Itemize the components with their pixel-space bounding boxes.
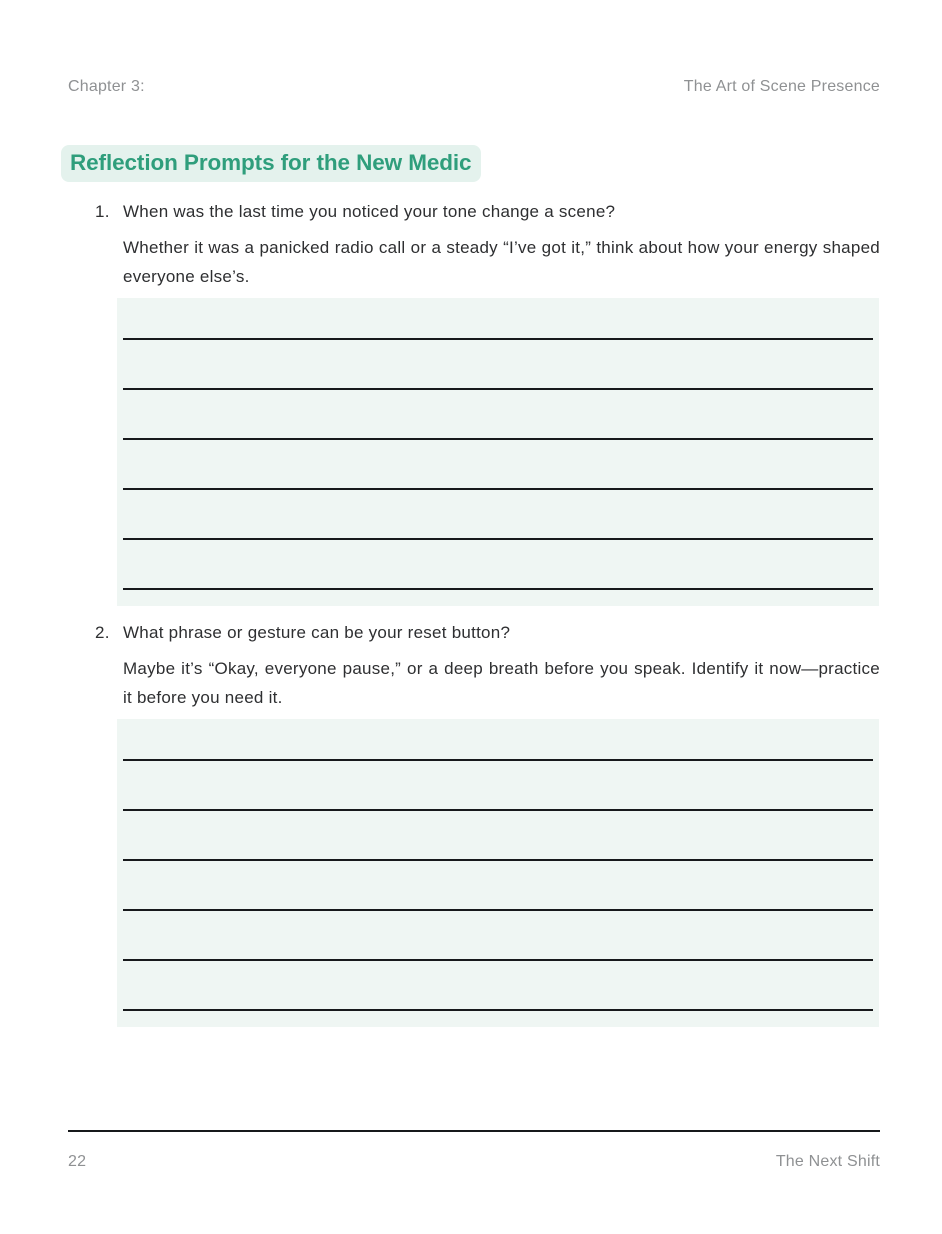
prompt-2-writing-area (117, 719, 879, 1027)
writing-line (123, 811, 873, 861)
prompt-2-head (68, 618, 880, 647)
footer-page-number: 22 (68, 1153, 87, 1170)
prompt-1-number: 1. (95, 202, 110, 221)
header-chapter-label: Chapter 3: (68, 78, 145, 95)
writing-line (123, 861, 873, 911)
writing-line (123, 761, 873, 811)
writing-line (123, 961, 873, 1011)
page-title-highlight: Reflection Prompts for the New Medic (61, 145, 481, 182)
prompt-1-head (68, 197, 880, 226)
prompt-item-2 (68, 618, 880, 1027)
page-title (68, 145, 880, 182)
prompt-2-hint: Maybe it’s “Okay, everyone pause,” or a deep breath before you speak. Identify it now—practice it before you need it. (123, 659, 880, 707)
prompt-2-number: 2. (95, 623, 110, 642)
writing-line (123, 440, 873, 490)
prompt-1-question: When was the last time you noticed your tone change a scene? (123, 202, 616, 221)
header-chapter-title: The Art of Scene Presence (683, 78, 880, 95)
prompt-1-hint: Whether it was a panicked radio call or a steady “I’ve got it,” think about how your energy shaped everyone else’s. (123, 238, 880, 286)
writing-line (123, 298, 873, 340)
footer-divider (68, 1130, 880, 1132)
writing-line (123, 340, 873, 390)
writing-line (123, 719, 873, 761)
prompt-1-writing-area (117, 298, 879, 606)
footer-book-title: The Next Shift (775, 1153, 880, 1170)
running-header (68, 78, 880, 96)
prompt-2-question: What phrase or gesture can be your reset button? (123, 623, 511, 642)
writing-line (123, 390, 873, 440)
writing-line (123, 911, 873, 961)
running-footer (68, 1152, 880, 1172)
writing-line (123, 540, 873, 590)
prompt-item-1 (68, 197, 880, 606)
writing-line (123, 490, 873, 540)
